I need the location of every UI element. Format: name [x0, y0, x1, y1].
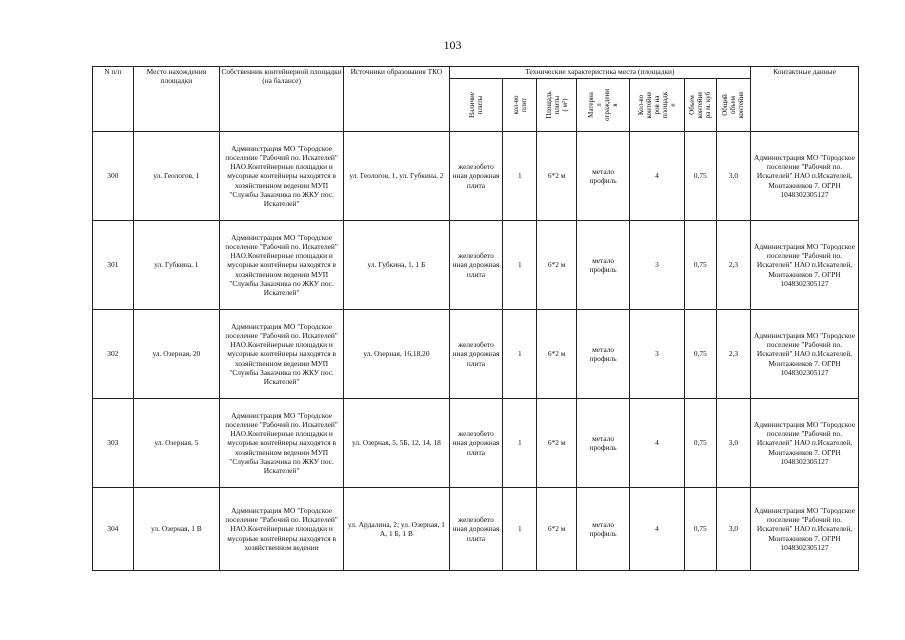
cell-plate-area: 6*2 м: [537, 399, 577, 488]
header-tech: Технические характеристика места (площадки): [449, 67, 750, 79]
header-row: [93, 67, 859, 79]
cell-location: ул. Геологов, 1: [133, 132, 220, 221]
header-location: Место нахождения площадки: [133, 67, 220, 132]
cell-num: 304: [93, 488, 134, 571]
cell-total: 3,0: [716, 132, 750, 221]
cell-location: ул. Озерная, 20: [133, 310, 220, 399]
cell-total: 2,3: [716, 221, 750, 310]
cell-volume: 0,75: [684, 221, 716, 310]
page-number: 103: [443, 38, 462, 52]
cell-plate: железобето нная дорожная плита: [449, 221, 502, 310]
cell-sources: ул. Озерная, 16,18,20: [344, 310, 450, 399]
cell-total: 3,0: [716, 488, 750, 571]
cell-plates-count: 1: [503, 221, 537, 310]
cell-num: 301: [93, 221, 134, 310]
subheader-plate: Наличие плиты: [449, 79, 502, 132]
header-sources: Источники образования ТКО: [344, 67, 450, 132]
cell-owner: Администрация МО "Городское поселение "Рабочий по. Искателей" НАО.Контейнерные площадки и мусорные контейнеры находятся в хозяйственном ведении МУП "Службы Заказчика по ЖКУ пос. Искателей": [220, 399, 344, 488]
cell-plate-area: 6*2 м: [537, 221, 577, 310]
subheader-fence-material: Материа л ограждени я: [576, 79, 629, 132]
cell-volume: 0,75: [684, 399, 716, 488]
cell-containers: 3: [630, 310, 684, 399]
cell-contacts: Администрация МО "Городское поселение "Рабочий по. Искателей" НАО п.Искателей, Монтажников 7. ОГРН 1048302305127: [751, 488, 859, 571]
cell-plate: железобето нная дорожная плита: [449, 310, 502, 399]
cell-contacts: Администрация МО "Городское поселение "Рабочий по. Искателей" НАО п.Искателей, Монтажников 7. ОГРН 1048302305127: [751, 132, 859, 221]
subheader-plates-count: кол-во плит: [503, 79, 537, 132]
cell-num: 300: [93, 132, 134, 221]
cell-owner: Администрация МО "Городское поселение "Рабочий по. Искателей" НАО.Контейнерные площадки и мусорные контейнеры находятся в хозяйственном ведении МУП "Службы Заказчика по ЖКУ пос. Искателей": [220, 310, 344, 399]
header-contacts: Контактные данные: [751, 67, 859, 132]
cell-contacts: Администрация МО "Городское поселение "Рабочий по. Искателей" НАО п.Искателей, Монтажников 7. ОГРН 1048302305127: [751, 310, 859, 399]
cell-fence: метало профиль: [576, 399, 629, 488]
cell-volume: 0,75: [684, 488, 716, 571]
cell-fence: метало профиль: [576, 310, 629, 399]
subheader-containers-count: Кол-во контейне ров на площадк е: [630, 79, 684, 132]
cell-containers: 4: [630, 132, 684, 221]
cell-plate: железобето нная дорожная плита: [449, 488, 502, 571]
cell-plates-count: 1: [503, 310, 537, 399]
cell-contacts: Администрация МО "Городское поселение "Рабочий по. Искателей" НАО п.Искателей, Монтажников 7. ОГРН 1048302305127: [751, 399, 859, 488]
cell-location: ул. Губкина, 1: [133, 221, 220, 310]
subheader-total-volume: Общий объем контейне: [716, 79, 750, 132]
cell-sources: ул. Геологов, 1, ул. Губкина, 2: [344, 132, 450, 221]
table-row: [93, 399, 859, 488]
cell-total: 3,0: [716, 399, 750, 488]
cell-num: 303: [93, 399, 134, 488]
cell-owner: Администрация МО "Городское поселение "Рабочий по. Искателей" НАО.Контейнерные площадки и мусорные контейнеры находятся в хозяйственном ведении: [220, 488, 344, 571]
table-row: [93, 221, 859, 310]
cell-location: ул. Озерная, 5: [133, 399, 220, 488]
cell-num: 302: [93, 310, 134, 399]
header-num: N п/п: [93, 67, 134, 132]
cell-containers: 4: [630, 399, 684, 488]
cell-sources: ул. Губкина, 1, 1 Б: [344, 221, 450, 310]
cell-plate: железобето нная дорожная плита: [449, 132, 502, 221]
table-row: [93, 132, 859, 221]
cell-containers: 3: [630, 221, 684, 310]
cell-owner: Администрация МО "Городское поселение "Рабочий по. Искателей" НАО.Контейнерные площадки и мусорные контейнеры находятся в хозяйственном ведении МУП "Службы Заказчика по ЖКУ пос. Искателей": [220, 132, 344, 221]
cell-volume: 0,75: [684, 310, 716, 399]
cell-fence: метало профиль: [576, 132, 629, 221]
subheader-plate-area: Площадь плиты ( м²): [537, 79, 577, 132]
cell-location: ул. Озерная, 1 В: [133, 488, 220, 571]
cell-plates-count: 1: [503, 132, 537, 221]
table-row: [93, 488, 859, 571]
cell-plates-count: 1: [503, 488, 537, 571]
cell-containers: 4: [630, 488, 684, 571]
cell-plate-area: 6*2 м: [537, 310, 577, 399]
header-owner: Собственник контейнерной площадки (на балансе): [220, 67, 344, 132]
cell-plates-count: 1: [503, 399, 537, 488]
table-row: [93, 310, 859, 399]
cell-plate-area: 6*2 м: [537, 488, 577, 571]
cell-sources: ул. Ардалина, 2; ул. Озерная, 1 А, 1 Б, 1 В: [344, 488, 450, 571]
cell-sources: ул. Озерная, 5, 5Б, 12, 14, 18: [344, 399, 450, 488]
cell-total: 2,3: [716, 310, 750, 399]
cell-fence: метало профиль: [576, 488, 629, 571]
subheader-container-volume: Объем контейне ра м. куб: [684, 79, 716, 132]
cell-plate: железобето нная дорожная плита: [449, 399, 502, 488]
cell-volume: 0,75: [684, 132, 716, 221]
cell-owner: Администрация МО "Городское поселение "Рабочий по. Искателей" НАО.Контейнерные площадки и мусорные контейнеры находятся в хозяйственном ведении МУП "Службы Заказчика по ЖКУ пос. Искателей": [220, 221, 344, 310]
cell-fence: метало профиль: [576, 221, 629, 310]
cell-contacts: Администрация МО "Городское поселение "Рабочий по. Искателей" НАО п.Искателей, Монтажников 7. ОГРН 1048302305127: [751, 221, 859, 310]
waste-sites-table: [92, 66, 859, 571]
cell-plate-area: 6*2 м: [537, 132, 577, 221]
